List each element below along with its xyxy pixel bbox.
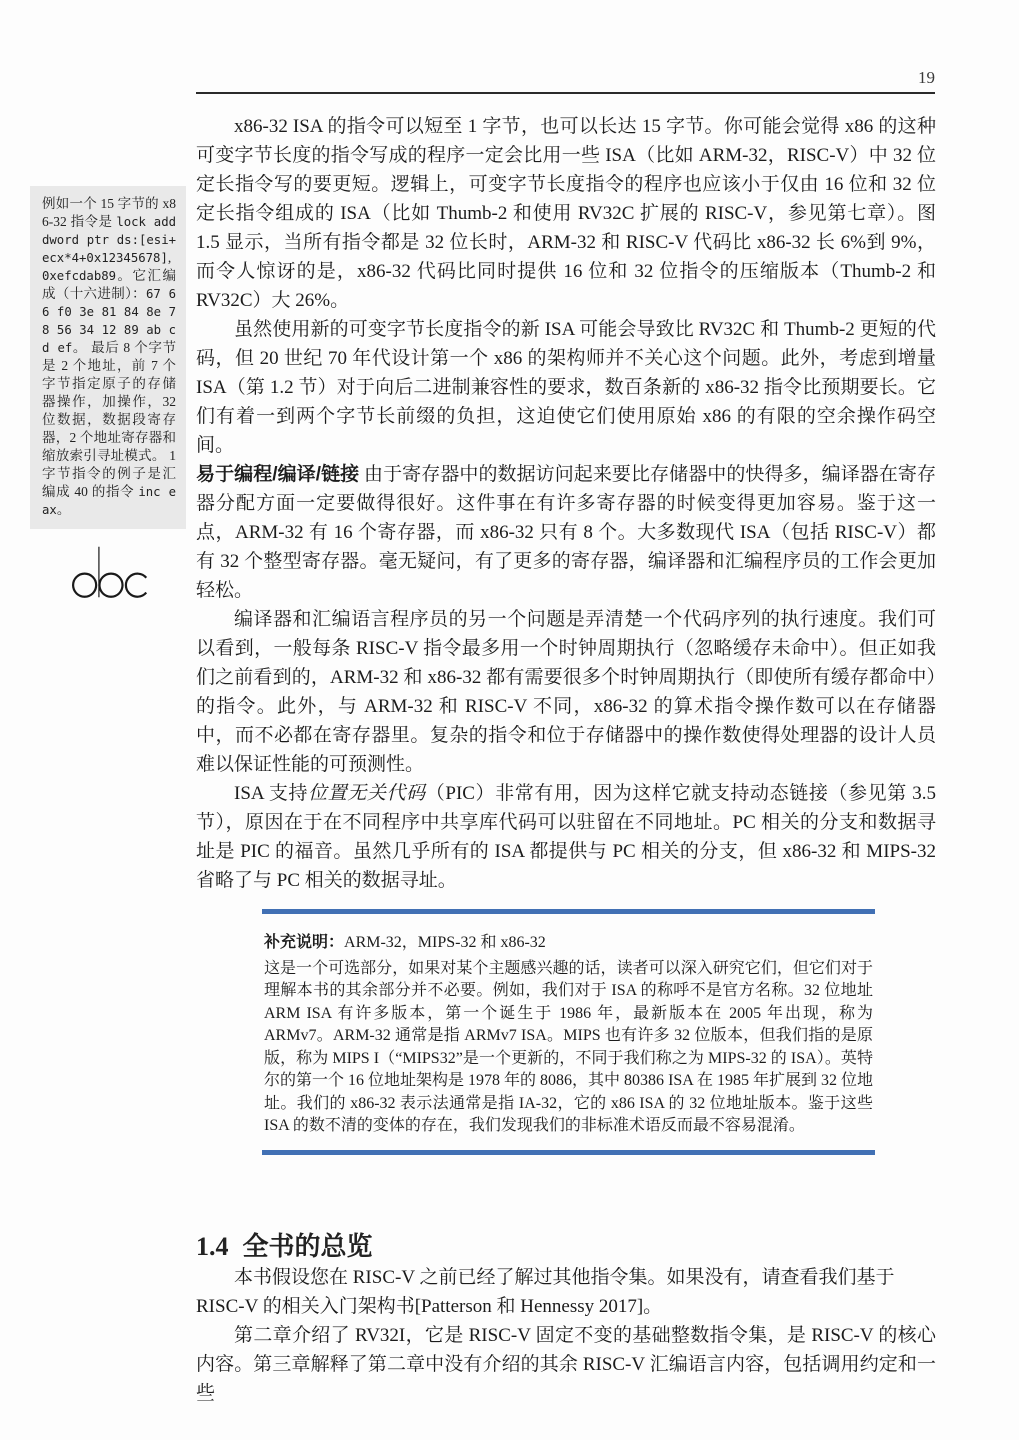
pic-italic-term: 位置无关代码	[308, 783, 426, 804]
overview-line-2: RISC-V 的相关入门架构书[Patterson 和 Hennessy 2017]。	[196, 1295, 663, 1317]
margin-note-text: 。 最后 8 个字节是 2 个地址，前 7 个字节指定原子的存储器操作，加操作，32 位数据，数据段寄存器，2 个地址寄存器和缩放索引寻址模式。 1 字节指令的例子是汇编成 40 的指令	[42, 340, 176, 499]
margin-note-code: 0xefcdab89	[42, 269, 117, 283]
page-number: 19	[918, 68, 935, 87]
margin-note-text: ,	[167, 250, 172, 265]
supplement-title-label: 补充说明：	[264, 934, 345, 951]
run-in-heading-easy: 易于编程/编译/链接	[196, 464, 360, 485]
margin-note-code: inc eax	[42, 485, 176, 517]
margin-note-text: 例如一个 15 字节的 x86-32 指令是	[42, 196, 176, 229]
para-easy-programming	[196, 460, 936, 605]
para-execution-speed: 编译器和汇编语言程序员的另一个问题是弄清楚一个代码序列的执行速度。我们可以看到，一般每条 RISC-V 指令最多用一个时钟周期执行（忽略缓存未命中）。但正如我们之前看到的，ARM-32 和 x86-32 都有需要很多个时钟周期执行（即使所有缓存都命中）的指令。此外，与 ARM-32 和 RISC-V 不同，x86-32 的算术指令操作数可以在存储器中，而不必都在寄存器里。复杂的指令和位于存储器中的操作数使得处理器的设计人员难以保证性能的可预测性。	[196, 609, 936, 775]
margin-note-text: 。它汇编成（十六进制）：	[42, 268, 176, 301]
supplement-title-rest: ARM-32，MIPS-32 和 x86-32	[344, 934, 546, 951]
section-title: 全书的总览	[242, 1231, 373, 1261]
para-pic	[196, 779, 936, 895]
main-text-column	[196, 112, 936, 1408]
pic-rest: （PIC）非常有用，因为这样它就支持动态链接（参见第 3.5 节），原因在于在不同程序中共享库代码可以驻留在不同地址。PC 相关的分支和数据寻址是 PIC 的福音。虽然几乎所有的 ISA 都提供与 PC 相关的分支，但 x86-32 和 MIPS-32 省略了与 PC 相关的数据寻址。	[196, 783, 936, 891]
margin-note	[30, 186, 186, 529]
para-new-isa: 虽然使用新的可变字节长度指令的新 ISA 可能会导致比 RV32C 和 Thumb-2 更短的代码，但 20 世纪 70 年代设计第一个 x86 的架构师并不关心这个问题。此外，考虑到增量 ISA（第 1.2 节）对于向后二进制兼容性的要求，数百条新的 x86-32 指令比预期要长。它们有着一到两个字节长前缀的负担，这迫使它们使用原始 x86 的有限的空余操作码空间。	[196, 319, 936, 456]
supplement-title	[264, 932, 873, 955]
pic-prefix: ISA 支持	[234, 783, 309, 804]
abc-logo-icon	[72, 538, 150, 606]
para-easy-body: 由于寄存器中的数据访问起来要比存储器中的快得多，编译器在寄存器分配方面一定要做得很好。这件事在有许多寄存器的时候变得更加容易。鉴于这一点，ARM-32 有 16 个寄存器，而 x86-32 只有 8 个。大多数现代 ISA（包括 RISC-V）都有 32 个整型寄存器。毫无疑问，有了更多的寄存器，编译器和汇编程序员的工作会更加轻松。	[196, 464, 936, 601]
header-rule	[196, 92, 935, 94]
para-x86-length: x86-32 ISA 的指令可以短至 1 字节，也可以长达 15 字节。你可能会觉得 x86 的这种可变字节长度的指令写成的程序一定会比用一些 ISA（比如 ARM-32，RISC-V）中 32 位定长指令写的要更短。逻辑上，可变字节长度指令的程序也应该小于仅由 16 位和 32 位定长指令组成的 ISA（比如 Thumb-2 和使用 RV32C 扩展的 RISC-V，参见第七章）。图 1.5 显示，当所有指令都是 32 位长时，ARM-32 和 RISC-V 代码比 x86-32 长 6%到 9%，而令人惊讶的是，x86-32 代码比同时提供 16 位和 32 位指令的压缩版本（Thumb-2 和 RV32C）大 26%。	[196, 116, 936, 311]
supplement-body: 这是一个可选部分，如果对某个主题感兴趣的话，读者可以深入研究它们，但它们对于理解本书的其余部分并不必要。例如，我们对于 ISA 的称呼不是官方名称。32 位地址 ARM ISA 有许多版本，第一个诞生于 1986 年，最新版本在 2005 年出现，称为 ARMv7。ARM-32 通常是指 ARMv7 ISA。MIPS 也有许多 32 位版本，但我们指的是原版，称为 MIPS I（“MIPS32”是一个更新的，不同于我们称之为 MIPS-32 的 ISA）。英特尔的第一个 16 位地址架构是 1978 年的 8086，其中 80386 ISA 在 1985 年扩展到 32 位地址。我们的 x86-32 表示法通常是指 IA-32，它的 x86 ISA 的 32 位地址版本。鉴于这些 ISA 的数不清的变体的存在，我们发现我们的非标准术语反而最不容易混淆。	[264, 959, 873, 1134]
margin-note-code: lock add dword ptr ds:[esi+ecx*4+0x12345678]	[42, 215, 177, 265]
margin-note-code: 67 66 f0 3e 81 84 8e 78 56 34 12 89 ab cd ef	[42, 287, 176, 355]
para-overview-intro	[196, 1263, 936, 1321]
margin-note-text: 。	[56, 502, 71, 517]
supplement-box	[262, 909, 875, 1155]
para-chapter-guide: 第二章介绍了 RV32I，它是 RISC-V 固定不变的基础整数指令集，是 RISC-V 的核心内容。第三章解释了第二章中没有介绍的其余 RISC-V 汇编语言内容，包括调用约定和一些	[196, 1324, 936, 1404]
section-heading-1-4	[196, 1231, 936, 1263]
overview-line-1: 本书假设您在 RISC-V 之前已经了解过其他指令集。如果没有，请查看我们基于	[234, 1266, 895, 1288]
section-number: 1.4	[196, 1231, 229, 1261]
